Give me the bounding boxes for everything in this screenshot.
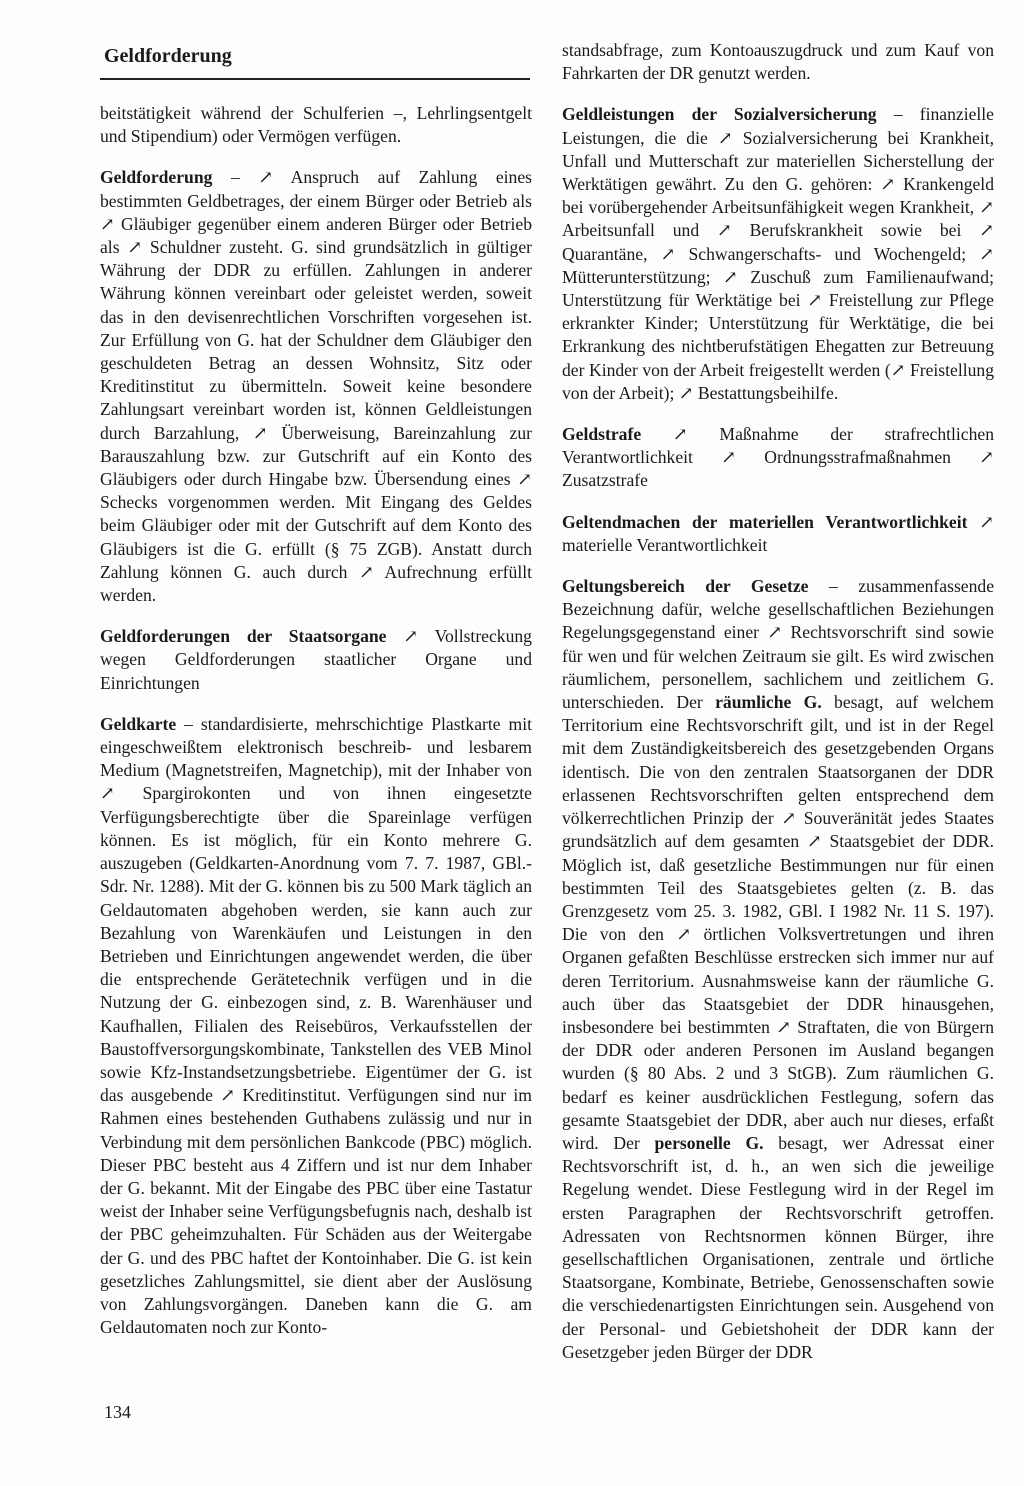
entry-term: Geldstrafe bbox=[562, 424, 642, 445]
entry-geltendmachen bbox=[562, 511, 994, 557]
entry-geldforderung bbox=[100, 166, 532, 607]
entry-geldforderungen-staatsorgane bbox=[100, 625, 532, 695]
entry-text: – finanzielle Leistungen, die die ↗ Sozialversicherung bei Krankheit, Unfall und Mutterschaft zur materiellen Sicherstellung der Werktätigen gewährt. Zu den G. gehören: ↗ Krankengeld bei vorübergehender Arbeitsunfähigkeit wegen Krankheit, ↗ Arbeitsunfall und ↗ Berufskrankheit sowie bei ↗ Quarantäne, ↗ Schwangerschafts- und Wochengeld; ↗ Mütterunterstützung; ↗ Zuschuß zum Familienaufwand; Unterstützung für Werktätige bei ↗ Freistellung zur Pflege erkrankter Kinder; Unterstützung für Werktätige, die bei Erkrankung des nichtberufstätigen Ehegatten zur Betreuung der Kinder von der Arbeit freigestellt werden (↗ Freistellung von der Arbeit); ↗ Bestattungsbeihilfe. bbox=[562, 104, 994, 403]
entry-text: besagt, wer Adressat einer Rechtsvorschrift ist, d. h., an wen sich die jeweilige Regelung wendet. Diese Festlegung wird in der Regel im ersten Paragraphen der Rechtsvorschrift getroffen. Adressaten von Rechtsnormen können Bürger, ihre gesellschaftlichen Organisationen, zentrale und örtliche Staatsorgane, Kombinate, Betriebe, Genossenschaften sowie die verschiedenartigsten Einrichtungen sein. Ausgehend von der Personal- und Gebietshoheit der DDR kann der Gesetzgeber jeden Bürger der DDR bbox=[562, 1132, 994, 1362]
continued-paragraph: beitstätigkeit während der Schulferien –, Lehrlingsentgelt und Stipendium) oder Vermögen verfügen. bbox=[100, 103, 532, 147]
page-number: 134 bbox=[104, 1402, 131, 1422]
entry-text: ↗ Vollstreckung wegen Geldforderungen staatlicher Organe und Einrichtungen bbox=[100, 626, 532, 693]
right-column bbox=[562, 39, 994, 1382]
entry-term: Geldforderungen der Staatsorgane bbox=[100, 626, 387, 647]
entry-geldstrafe bbox=[562, 423, 994, 493]
entry-term: Geldleistungen der Sozialversicherung bbox=[562, 104, 877, 125]
entry-text: besagt, auf welchem Territorium eine Rechtsvorschrift gilt, und ist in der Regel mit dem Zuständigkeitsbereich des gesetzgebenden Organs identisch. Die von den zentralen Staatsorganen der DDR erlassenen Rechtsvorschriften gelten entsprechend dem völkerrechtlichen Prinzip der ↗ Souveränität jedes Staates grundsätzlich auf dem gesamten ↗ Staatsgebiet der DDR. Möglich ist, daß gesetzliche Bestimmungen nur für einen bestimmten Teil des Staatsgebietes gelten (z. B. das Grenzgesetz vom 25. 3. 1982, GBl. I 1982 Nr. 11 S. 197). Die von den ↗ örtlichen Volksvertretungen und ihren Organen gefaßten Beschlüsse erstrecken sich immer nur auf deren Territorium. Ausnahmsweise kann der räumliche G. auch über das Staatsgebiet der DDR hinausgehen, insbesondere bei bestimmten ↗ Straftaten, die von Bürgern der DDR oder anderen Personen im Ausland begangen wurden (§ 80 Abs. 2 und 3 StGB). Zum räumlichen G. bedarf es keiner ausdrücklichen Festlegung, sofern das gesamte Staatsgebiet der DDR, aber auch nur dieses, erfaßt wird. Der bbox=[562, 692, 994, 1153]
entry-term: Geltendmachen der materiellen Verantwortlichkeit bbox=[562, 511, 968, 532]
emphasis-term: personelle G. bbox=[654, 1132, 764, 1153]
entry-text: ↗ materielle Verantwortlichkeit bbox=[562, 511, 995, 555]
emphasis-term: räumliche G. bbox=[715, 692, 822, 713]
continued-paragraph: standsabfrage, zum Kontoauszugdruck und zum Kauf von Fahrkarten der DR genutzt werden. bbox=[562, 40, 994, 84]
entry-geldkarte bbox=[100, 713, 532, 1339]
entry-geldleistungen bbox=[562, 103, 994, 405]
running-header: Geldforderung bbox=[104, 45, 232, 67]
entry-text: – standardisierte, mehrschichtige Plastkarte mit eingeschweißtem elektronisch beschreib- und lesbarem Medium (Magnetstreifen, Magnetchip), mit der Inhaber von ↗ Spargirokonten und von ihnen eingesetzte Verfügungsberechtigte über die Spareinlage verfügen können. Es ist möglich, für ein Konto mehrere G. auszugeben (Geldkarten-Anordnung vom 7. 7. 1987, GBl.-Sdr. Nr. 1288). Mit der G. können bis zu 500 Mark täglich an Geldautomaten abgehoben werden, sie kann auch zur Bezahlung von Warenkäufen und Leistungen in den Betrieben und Einrichtungen angewendet werden, die über die entsprechende Gerätetechnik verfügen und in die Nutzung der G. einbezogen sind, z. B. Warenhäuser und Kaufhallen, Filialen des Reisebüros, Verkaufsstellen der Baustoffversorgungskombinate, Tankstellen des VEB Minol sowie Kfz-Instandsetzungsbetriebe. Eigentümer der G. ist das ausgebende ↗ Kreditinstitut. Verfügungen sind nur im Rahmen eines bestehenden Guthabens zulässig und nur in Verbindung mit dem persönlichen Bankcode (PBC) möglich. Dieser PBC besteht aus 4 Ziffern und ist nur dem Inhaber der G. bekannt. Mit der Eingabe des PBC über eine Tastatur weist der Inhaber seine Verfügungsbefugnis nach, deshalb ist der PBC geheimzuhalten. Für Schäden aus der Weitergabe der G. und des PBC haftet der Kontoinhaber. Die G. ist kein gesetzliches Zahlungsmittel, sie dient aber der Auslösung von Zahlungsvorgängen. Daneben kann die G. am Geldautomaten noch zur Konto- bbox=[100, 713, 532, 1338]
entry-term: Geltungsbereich der Gesetze bbox=[562, 576, 809, 597]
entry-text: ↗ Maßnahme der strafrechtlichen Verantwortlichkeit ↗ Ordnungsstrafmaßnahmen ↗ Zusatzstrafe bbox=[562, 424, 994, 491]
entry-term: Geldkarte bbox=[100, 713, 177, 734]
entry-geltungsbereich bbox=[562, 575, 994, 1364]
entry-term: Geldforderung bbox=[100, 167, 213, 188]
entry-text: – ↗ Anspruch auf Zahlung eines bestimmten Geldbetrages, der einem Bürger oder Betrieb als ↗ Gläubiger gegenüber einem anderen Bürger oder Betrieb als ↗ Schuldner zusteht. G. sind grundsätzlich in gültiger Währung der DDR zu erfüllen. Zahlungen in anderer Währung können vereinbart oder geleistet werden, soweit das in den devisenrechtlichen Vorschriften vorgesehen ist. Zur Erfüllung von G. hat der Schuldner dem Gläubiger den geschuldeten Betrag an dessen Wohnsitz, Sitz oder Kreditinstitut zu übermitteln. Soweit keine besondere Zahlungsart vereinbart worden ist, können Geldleistungen durch Barzahlung, ↗ Überweisung, Bareinzahlung zur Barauszahlung bzw. zur Gutschrift auf ein Konto des Gläubigers oder durch Hingabe bzw. Übersendung eines ↗ Schecks vorgenommen werden. Mit Eingang des Geldes beim Gläubiger oder mit der Gutschrift auf dem Konto des Gläubigers ist die G. erfüllt (§ 75 ZGB). Anstatt durch Zahlung können G. auch durch ↗ Aufrechnung erfüllt werden. bbox=[100, 167, 532, 606]
header-rule bbox=[100, 78, 530, 80]
entry-text: – zusammenfassende Bezeichnung dafür, welche gesellschaftlichen Beziehungen Regelungsgegenstand einer ↗ Rechtsvorschrift sind sowie für wen und für welchen Zeitraum sie gilt. Es wird zwischen räumlichem, personellem, sachlichem und zeitlichem G. unterschieden. Der bbox=[562, 576, 994, 713]
left-column bbox=[100, 102, 532, 1357]
